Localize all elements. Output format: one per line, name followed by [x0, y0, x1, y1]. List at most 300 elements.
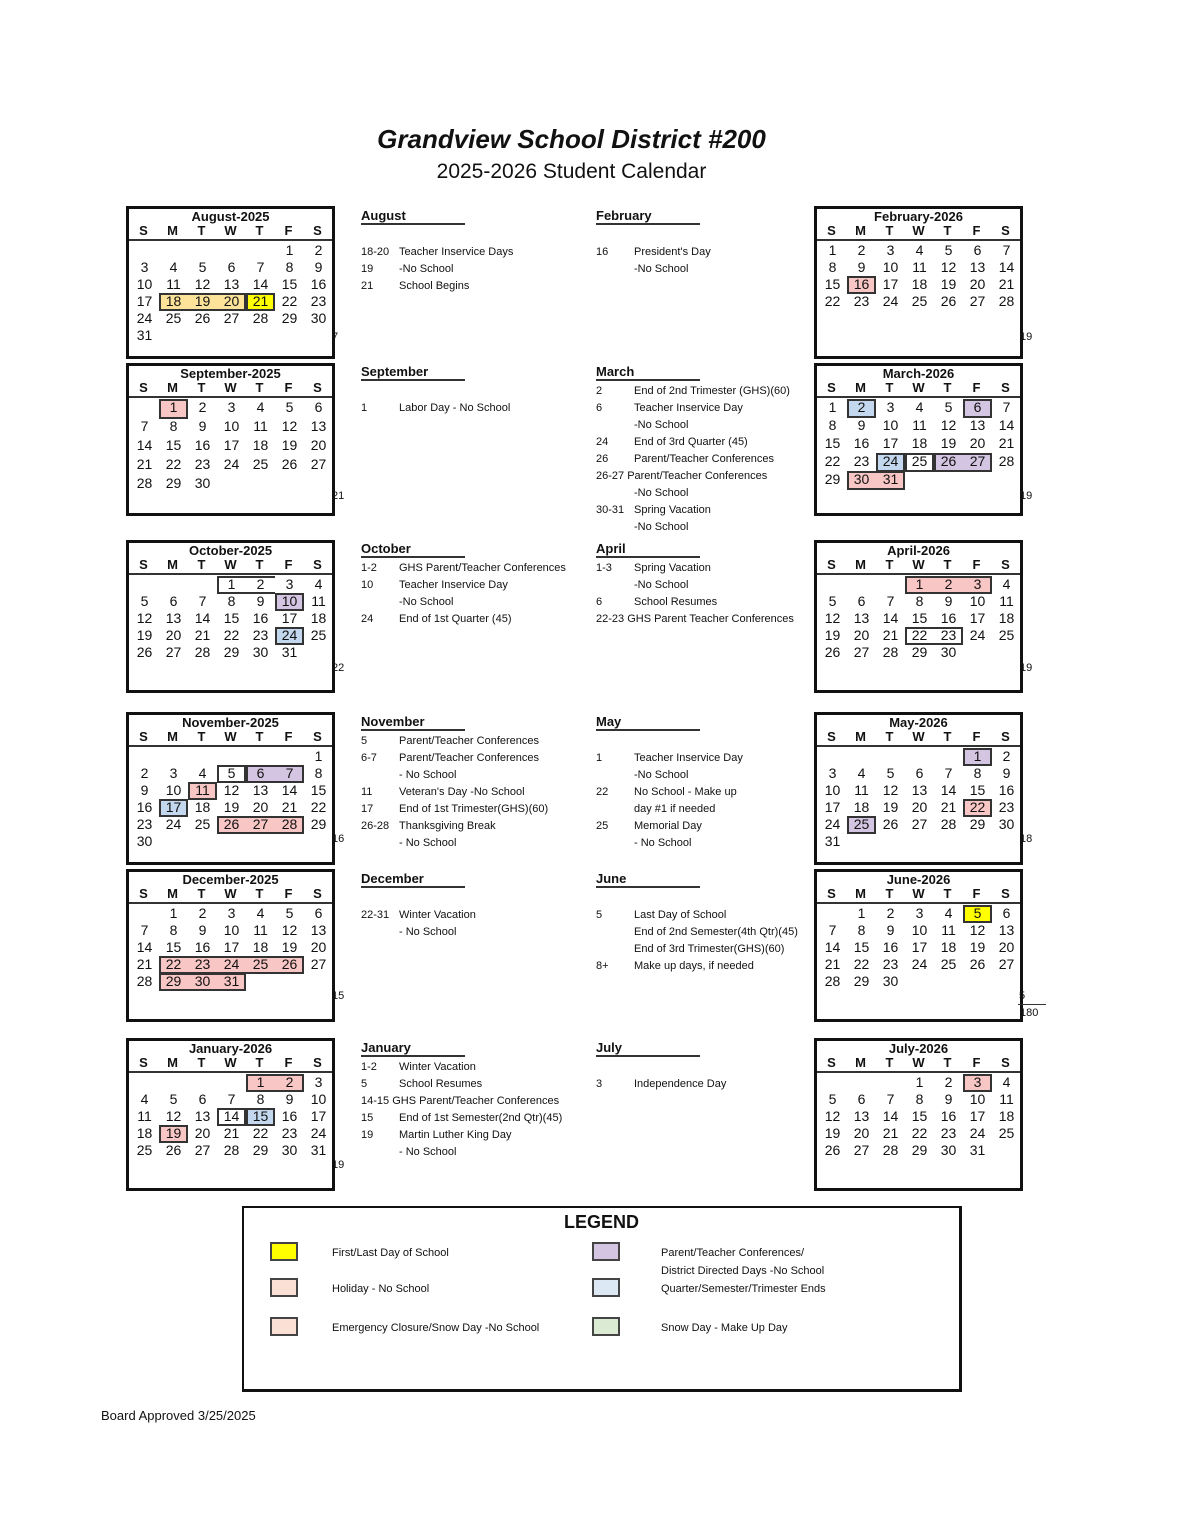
calendar-apr-2026: [814, 540, 1023, 693]
day-cell: 16: [853, 435, 870, 451]
note-line: [361, 890, 591, 907]
day-cell: 12: [194, 276, 211, 292]
weekday-label: S: [1001, 1055, 1010, 1070]
note-date: 26-27 Parent/Teacher Conferences: [596, 470, 768, 482]
note-text: -No School: [634, 263, 689, 275]
weekday-label: W: [912, 223, 925, 238]
day-cell: 23: [940, 627, 957, 643]
note-line: [361, 594, 591, 611]
notes-heading: May: [596, 714, 700, 731]
legend-label: [661, 1319, 788, 1337]
day-cell: 2: [1002, 748, 1011, 764]
calendar-may-2026: [814, 712, 1023, 865]
day-cell: 9: [944, 593, 953, 609]
note-text: School Resumes: [399, 1078, 483, 1090]
note-line: [361, 611, 591, 628]
weekday-label: T: [197, 1055, 206, 1070]
day-cell: 5: [886, 765, 895, 781]
note-text: - No School: [399, 837, 457, 849]
note-date: 22-23 GHS Parent Teacher Conferences: [596, 613, 794, 625]
weekday-label: S: [313, 729, 322, 744]
note-line: [596, 733, 826, 750]
day-cell: 22: [853, 956, 870, 972]
day-cell: 10: [969, 593, 986, 609]
board-approved-note: Board Approved 3/25/2025: [101, 1408, 256, 1423]
day-cell: 31: [223, 973, 240, 989]
day-cell: 8: [314, 765, 323, 781]
notes-heading: October: [361, 541, 465, 558]
weekday-header: [129, 1055, 332, 1073]
note-text: End of 2nd Trimester (GHS)(60): [634, 385, 790, 397]
day-cell: 25: [165, 310, 182, 326]
page-title: Grandview School District #200: [377, 124, 766, 154]
day-cell: 12: [824, 1108, 841, 1124]
day-cell: 21: [223, 1125, 240, 1141]
day-cell: 16: [310, 276, 327, 292]
day-cell: 24: [911, 956, 928, 972]
weekday-label: T: [943, 380, 952, 395]
note-line: [361, 560, 591, 577]
notes-august: [361, 208, 591, 295]
note-line: [361, 383, 591, 400]
day-cell: 17: [223, 437, 240, 453]
calendar-title: May-2026: [889, 715, 948, 730]
legend-label-line: Holiday - No School: [332, 1283, 430, 1295]
day-cell: 12: [824, 610, 841, 626]
note-date: 25: [596, 820, 609, 832]
weekday-label: M: [167, 223, 178, 238]
day-cell: 19: [136, 627, 153, 643]
day-cell: 27: [310, 956, 327, 972]
calendar-title: October-2025: [188, 543, 273, 558]
note-line: [361, 907, 591, 924]
weekday-label: F: [972, 886, 981, 901]
day-cell: 2: [944, 576, 953, 592]
note-line: [596, 434, 826, 451]
notes-february: [596, 208, 826, 278]
note-text: Winter Vacation: [399, 909, 476, 921]
weekday-label: W: [912, 557, 925, 572]
weekday-label: F: [972, 223, 981, 238]
weekday-label: T: [197, 557, 206, 572]
weekday-header: [817, 380, 1020, 398]
month-day-count: 18: [1020, 833, 1033, 845]
day-cell: 14: [940, 782, 957, 798]
day-cell: 16: [940, 610, 957, 626]
day-cell: 20: [911, 799, 928, 815]
day-cell: 25: [940, 956, 957, 972]
day-cell: 13: [252, 782, 269, 798]
day-cell: 7: [944, 765, 953, 781]
day-cell: 30: [194, 475, 211, 491]
notes-december: [361, 871, 591, 941]
notes-july: [596, 1040, 826, 1093]
day-cell: 11: [999, 593, 1014, 609]
day-cell: 17: [911, 939, 928, 955]
note-text: Martin Luther King Day: [399, 1129, 512, 1141]
day-cell: 17: [136, 293, 153, 309]
day-cell: 31: [969, 1142, 986, 1158]
day-cell: 17: [969, 610, 986, 626]
day-cell: 29: [853, 973, 870, 989]
day-cell: 24: [223, 456, 240, 472]
day-cell: 21: [136, 456, 153, 472]
day-cell: 1: [828, 242, 837, 258]
note-text: -No School: [634, 579, 689, 591]
legend-label: [661, 1244, 824, 1280]
note-date: 10: [361, 579, 374, 591]
day-cell: 27: [853, 644, 870, 660]
weekday-label: F: [972, 557, 981, 572]
day-cell: 10: [281, 593, 298, 609]
day-cell: 16: [252, 610, 269, 626]
day-cell: 21: [998, 276, 1015, 292]
weekday-label: T: [255, 557, 264, 572]
month-day-count: 19: [1020, 662, 1033, 674]
weekday-label: S: [139, 886, 148, 901]
day-cell: 24: [281, 627, 298, 643]
calendar-days: [129, 241, 332, 356]
note-text: day #1 if needed: [634, 803, 716, 815]
day-cell: 1: [169, 905, 178, 921]
day-cell: 12: [165, 1108, 182, 1124]
note-date: 30-31: [596, 504, 625, 516]
day-cell: 1: [227, 576, 236, 592]
day-cell: 27: [969, 453, 986, 469]
day-cell: 23: [998, 799, 1015, 815]
day-cell: 27: [252, 816, 269, 832]
calendar-title: February-2026: [874, 209, 963, 224]
day-cell: 27: [998, 956, 1015, 972]
day-cell: 11: [137, 1108, 152, 1124]
note-text: Winter Vacation: [399, 1061, 476, 1073]
total-divider: [1018, 1004, 1046, 1005]
weekday-label: M: [167, 886, 178, 901]
day-cell: 22: [911, 1125, 928, 1141]
weekday-label: S: [827, 557, 836, 572]
note-line: [361, 1076, 591, 1093]
legend-swatch: [270, 1278, 298, 1297]
day-cell: 18: [194, 799, 211, 815]
day-cell: 4: [140, 1091, 149, 1107]
day-cell: 18: [998, 1108, 1015, 1124]
day-cell: 1: [169, 399, 178, 415]
note-date: 16: [596, 246, 609, 258]
day-cell: 15: [911, 1108, 928, 1124]
notes-heading: February: [596, 208, 700, 225]
day-cell: 29: [252, 1142, 269, 1158]
day-cell: 13: [310, 418, 327, 434]
day-cell: 21: [281, 799, 298, 815]
weekday-label: T: [885, 886, 894, 901]
calendar-days: [817, 747, 1020, 862]
day-cell: 18: [998, 610, 1015, 626]
day-cell: 22: [824, 293, 841, 309]
day-cell: 30: [136, 833, 153, 849]
weekday-label: W: [912, 729, 925, 744]
day-cell: 14: [998, 417, 1015, 433]
weekday-label: S: [827, 1055, 836, 1070]
day-cell: 21: [882, 627, 899, 643]
weekday-label: T: [943, 729, 952, 744]
day-cell: 4: [256, 399, 265, 415]
note-line: [596, 750, 826, 767]
day-cell: 8: [915, 593, 924, 609]
weekday-label: T: [943, 223, 952, 238]
day-cell: 22: [281, 293, 298, 309]
day-cell: 6: [227, 259, 236, 275]
note-date: 19: [361, 263, 374, 275]
day-cell: 11: [195, 782, 210, 798]
weekday-header: [817, 886, 1020, 904]
legend-swatch: [592, 1278, 620, 1297]
day-cell: 2: [198, 905, 207, 921]
weekday-label: S: [313, 223, 322, 238]
note-line: [596, 577, 826, 594]
day-cell: 10: [223, 922, 240, 938]
notes-june: [596, 871, 826, 975]
weekday-header: [817, 729, 1020, 747]
weekday-label: T: [943, 1055, 952, 1070]
calendar-title: April-2026: [887, 543, 950, 558]
day-cell: 26: [824, 1142, 841, 1158]
weekday-label: S: [827, 886, 836, 901]
note-text: Spring Vacation: [634, 562, 711, 574]
day-cell: 26: [194, 310, 211, 326]
weekday-header: [817, 1055, 1020, 1073]
day-cell: 8: [857, 922, 866, 938]
day-cell: 15: [252, 1108, 269, 1124]
weekday-label: F: [284, 380, 293, 395]
note-text: No School - Make up: [634, 786, 737, 798]
calendar-title: December-2025: [182, 872, 279, 887]
day-cell: 7: [140, 922, 149, 938]
day-cell: 22: [310, 799, 327, 815]
weekday-label: T: [885, 1055, 894, 1070]
note-text: Labor Day - No School: [399, 402, 511, 414]
day-cell: 4: [198, 765, 207, 781]
notes-january: [361, 1040, 591, 1161]
day-cell: 15: [911, 610, 928, 626]
weekday-label: S: [1001, 223, 1010, 238]
weekday-label: T: [885, 223, 894, 238]
day-cell: 18: [136, 1125, 153, 1141]
notes-may: [596, 714, 826, 852]
day-cell: 4: [1002, 576, 1011, 592]
day-cell: 11: [253, 922, 268, 938]
day-cell: 22: [165, 456, 182, 472]
weekday-label: S: [313, 380, 322, 395]
calendar-title: November-2025: [182, 715, 279, 730]
weekday-label: M: [855, 886, 866, 901]
day-cell: 4: [169, 259, 178, 275]
calendar-days: [817, 241, 1020, 356]
note-line: [361, 767, 591, 784]
day-cell: 9: [314, 259, 323, 275]
day-cell: 28: [882, 1142, 899, 1158]
day-cell: 4: [857, 765, 866, 781]
note-text: End of 1st Quarter (45): [399, 613, 512, 625]
day-cell: 3: [140, 259, 149, 275]
day-cell: 21: [824, 956, 841, 972]
weekday-label: M: [167, 380, 178, 395]
note-text: Teacher Inservice Day: [399, 579, 508, 591]
note-line: [596, 907, 826, 924]
note-text: -No School: [634, 419, 689, 431]
day-cell: 22: [824, 453, 841, 469]
calendar-days: [129, 575, 332, 690]
day-cell: 18: [252, 939, 269, 955]
day-cell: 29: [223, 644, 240, 660]
day-cell: 6: [973, 399, 982, 415]
day-cell: 20: [223, 293, 240, 309]
weekday-label: F: [284, 1055, 293, 1070]
weekday-label: S: [139, 223, 148, 238]
legend-swatch: [592, 1242, 620, 1261]
weekday-label: M: [855, 729, 866, 744]
day-cell: 5: [169, 1091, 178, 1107]
legend-label-line: Quarter/Semester/Trimester Ends: [661, 1283, 826, 1295]
day-cell: 31: [310, 1142, 327, 1158]
note-text: End of 2nd Semester(4th Qtr)(45): [634, 926, 798, 938]
day-cell: 17: [882, 435, 899, 451]
weekday-label: S: [1001, 886, 1010, 901]
weekday-label: S: [827, 729, 836, 744]
note-text: -No School: [634, 521, 689, 533]
notes-november: [361, 714, 591, 852]
day-cell: 28: [281, 816, 298, 832]
calendar-days: [817, 398, 1020, 513]
day-cell: 19: [824, 1125, 841, 1141]
day-cell: 19: [882, 799, 899, 815]
day-cell: 28: [998, 453, 1015, 469]
weekday-label: F: [972, 1055, 981, 1070]
note-line: [596, 261, 826, 278]
note-line: [596, 244, 826, 261]
day-cell: 23: [252, 627, 269, 643]
note-date: 19: [361, 1129, 374, 1141]
weekday-label: S: [1001, 380, 1010, 395]
note-line: [361, 227, 591, 244]
day-cell: 21: [998, 435, 1015, 451]
month-day-count: 15: [332, 990, 345, 1002]
day-cell: 6: [256, 765, 265, 781]
weekday-label: M: [855, 557, 866, 572]
day-cell: 10: [310, 1091, 327, 1107]
weekday-label: S: [313, 557, 322, 572]
weekday-label: T: [943, 886, 952, 901]
weekday-label: W: [224, 1055, 237, 1070]
day-cell: 10: [969, 1091, 986, 1107]
weekday-label: T: [255, 380, 264, 395]
notes-heading: July: [596, 1040, 700, 1057]
weekday-label: T: [197, 729, 206, 744]
calendar-days: [129, 398, 332, 513]
day-cell: 2: [140, 765, 149, 781]
note-line: [596, 451, 826, 468]
note-date: 3: [596, 1078, 603, 1090]
day-cell: 11: [941, 922, 956, 938]
day-cell: 15: [281, 276, 298, 292]
day-cell: 28: [252, 310, 269, 326]
day-cell: 9: [886, 922, 895, 938]
day-cell: 20: [310, 939, 327, 955]
month-day-count: 22: [332, 662, 345, 674]
day-cell: 27: [969, 293, 986, 309]
day-cell: 3: [886, 399, 895, 415]
day-cell: 14: [281, 782, 298, 798]
note-text: Teacher Inservice Day: [634, 402, 743, 414]
day-cell: 9: [256, 593, 265, 609]
day-cell: 2: [314, 242, 323, 258]
note-text: -No School: [634, 487, 689, 499]
day-cell: 2: [198, 399, 207, 415]
day-cell: 16: [998, 782, 1015, 798]
day-cell: 17: [882, 276, 899, 292]
day-cell: 9: [857, 417, 866, 433]
day-cell: 5: [285, 905, 294, 921]
legend-title: LEGEND: [563, 1212, 639, 1232]
day-cell: 15: [969, 782, 986, 798]
day-cell: 1: [285, 242, 294, 258]
day-cell: 26: [940, 293, 957, 309]
day-cell: 26: [136, 644, 153, 660]
day-cell: 31: [882, 471, 899, 487]
day-cell: 3: [828, 765, 837, 781]
weekday-header: [129, 380, 332, 398]
day-cell: 17: [223, 939, 240, 955]
day-cell: 5: [285, 399, 294, 415]
note-line: [596, 890, 826, 907]
calendar-days: [129, 904, 332, 1019]
note-date: 1: [361, 402, 368, 414]
day-cell: 2: [857, 399, 866, 415]
note-line: [596, 818, 826, 835]
day-cell: 31: [281, 644, 298, 660]
note-text: Parent/Teacher Conferences: [634, 453, 775, 465]
weekday-label: S: [1001, 557, 1010, 572]
day-cell: 18: [911, 276, 928, 292]
day-cell: 15: [310, 782, 327, 798]
day-cell: 10: [165, 782, 182, 798]
day-cell: 5: [828, 1091, 837, 1107]
note-line: [361, 244, 591, 261]
day-cell: 18: [853, 799, 870, 815]
day-cell: 14: [252, 276, 269, 292]
day-cell: 5: [198, 259, 207, 275]
day-cell: 2: [285, 1074, 294, 1090]
day-cell: 27: [194, 1142, 211, 1158]
note-line: [596, 502, 826, 519]
day-cell: 14: [824, 939, 841, 955]
weekday-label: S: [1001, 729, 1010, 744]
day-cell: 23: [853, 453, 870, 469]
note-date: 22: [596, 786, 609, 798]
day-cell: 22: [911, 627, 928, 643]
day-cell: 31: [824, 833, 841, 849]
calendar-title: July-2026: [888, 1041, 949, 1056]
weekday-label: W: [224, 223, 237, 238]
day-cell: 2: [256, 576, 265, 592]
day-cell: 20: [165, 627, 182, 643]
day-cell: 3: [886, 242, 895, 258]
day-cell: 20: [998, 939, 1015, 955]
note-text: Make up days, if needed: [634, 960, 754, 972]
weekday-label: S: [139, 380, 148, 395]
day-cell: 30: [882, 973, 899, 989]
day-cell: 23: [882, 956, 899, 972]
notes-heading: March: [596, 364, 700, 381]
